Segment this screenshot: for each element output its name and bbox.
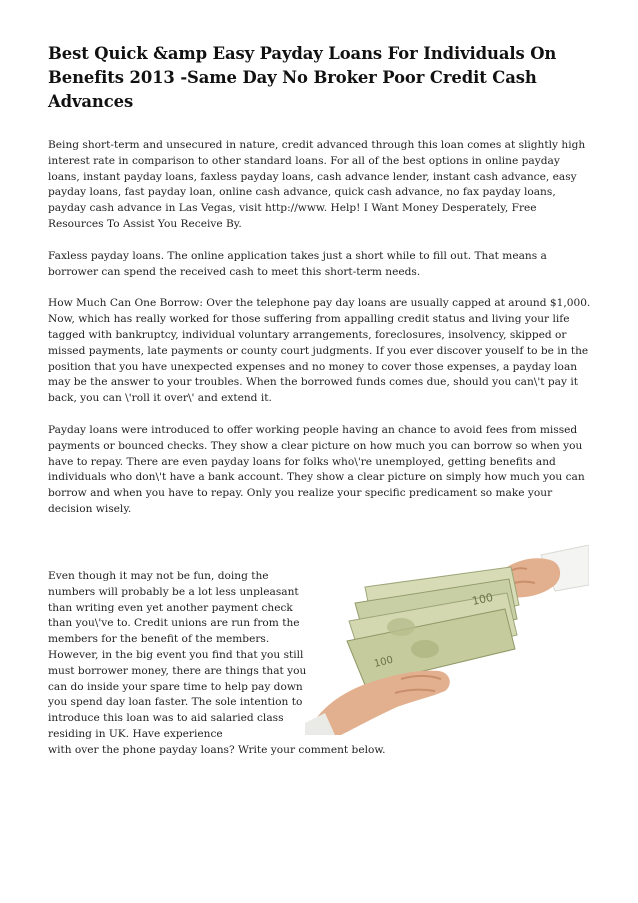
hand-giving-money-illustration bbox=[305, 545, 589, 735]
document-body bbox=[48, 42, 593, 518]
svg-text:100: 100 bbox=[470, 590, 495, 608]
paragraph-introduced: Payday loans were introduced to offer working people having an chance to avoid fees from missed payments or bounced checks. They show a clear picture on how much you can borrow so when you have to repay. There are even payday loans for folks who\'re unemployed, getting benefits and individuals who don\'t have a bank account. They show a clear picture on simply how much you can borrow and when you have to repay. Only you realize your specific predicament so make your decision wisely. bbox=[48, 423, 585, 515]
paragraph-intro: Being short-term and unsecured in nature, credit advanced through this loan comes at slightly high interest rate in comparison to other standard loans. For all of the best options in online payday loans, instant payday loans, faxless payday loans, cash advance lender, instant cash advance, easy payday loans, fast payday loan, online cash advance, quick cash advance, no fax payday loans, payday cash advance in Las Vegas, visit http://www. Help! I Want Money Desperately, Free Resources To Assist You Receive By. bbox=[48, 139, 586, 230]
banknotes-fan bbox=[347, 567, 519, 685]
paragraph-how-much: How Much Can One Borrow: Over the telephone pay day loans are usually capped at around $1,000. Now, which has really worked for those suffering from appalling credit status and living your life tagged with bankruptcy, individual voluntary arrangements, foreclosures, insolvency, skipped or missed payments, late payments or county court judgments. If you ever discover youself to be in the position that you have unexpected expenses and no money to cover those expenses, a payday loan may be the answer to your troubles. When the borrowed funds comes due, should you can\'t pay it back, you can \'roll it over\' and extend it. bbox=[48, 297, 591, 405]
paragraph-numbers-text: Even though it may not be fun, doing the numbers will probably be a lot less unpleasant than writing even yet another payment check than you\'ve to. Credit unions are run from the members for the benefit of the members. However, in the big event you find that you still must borrower money, there are things that you can do inside your spare time to help pay down you spend day loan faster. The sole intention to introduce this loan was to aid salaried class residing in UK. Have experience bbox=[48, 570, 307, 740]
svg-text:100: 100 bbox=[373, 654, 395, 670]
money-hand-svg bbox=[305, 545, 589, 735]
paragraph-numbers-tail: with over the phone payday loans? Write your comment below. bbox=[48, 743, 386, 756]
page-title: Best Quick &amp Easy Payday Loans For Individuals On Benefits 2013 -Same Day No Broker Poor Credit Cash Advances bbox=[48, 44, 557, 111]
paragraph-faxless: Faxless payday loans. The online application takes just a short while to fill out. That means a borrower can spend the received cash to meet this short-term needs. bbox=[48, 249, 547, 278]
